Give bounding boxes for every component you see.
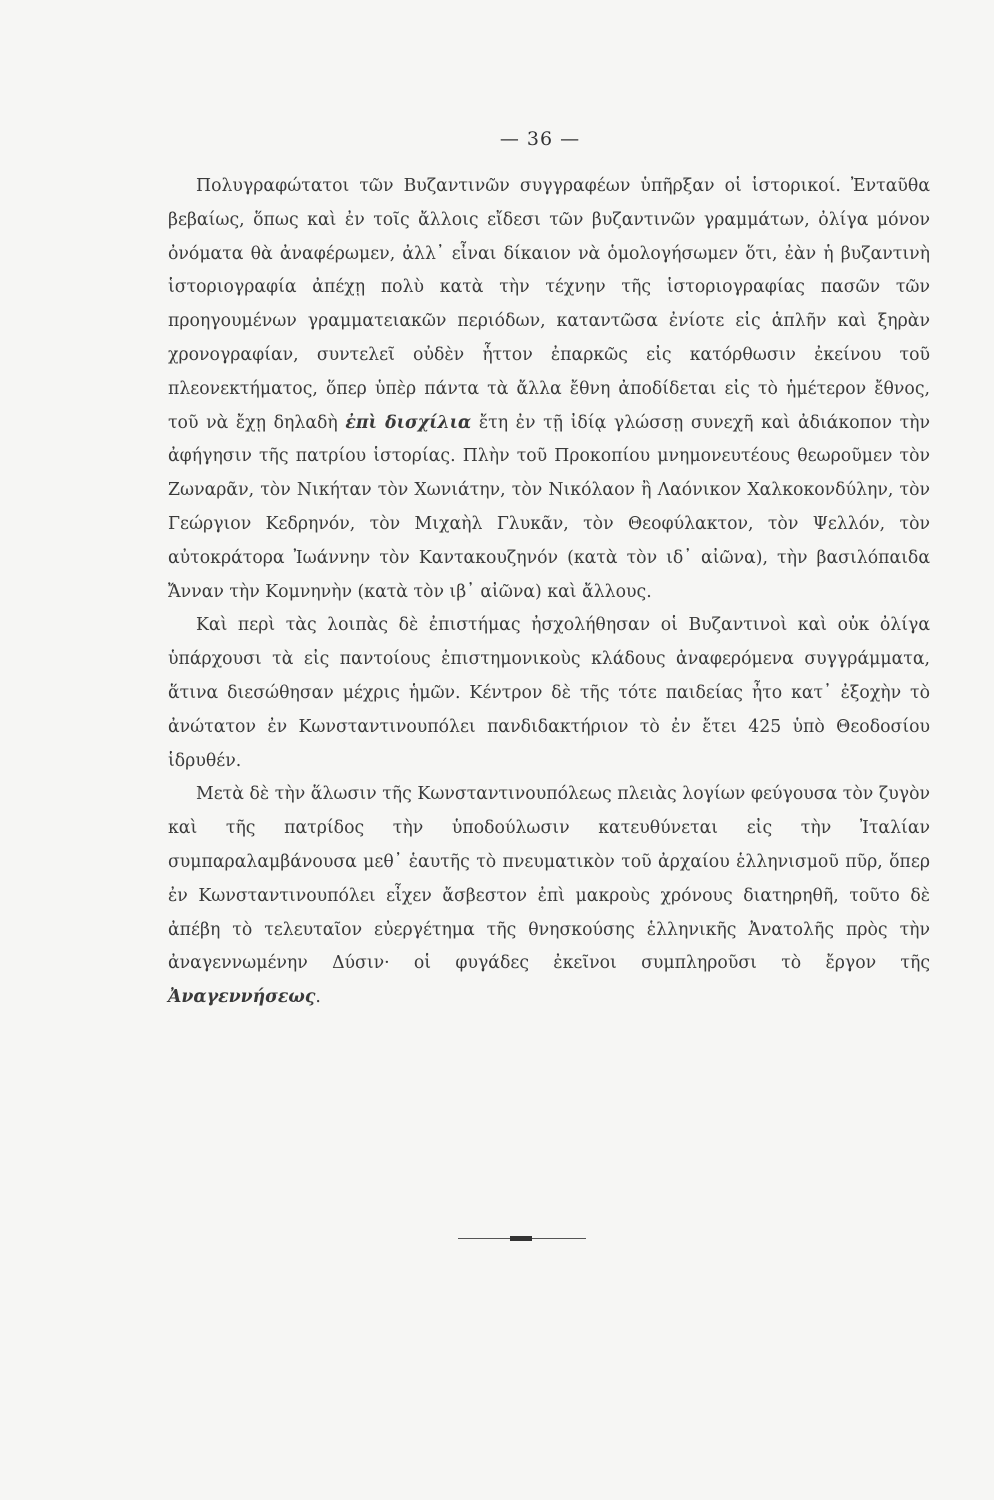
end-rule-ornament [458, 1238, 586, 1239]
paragraph-text-continued: ἔτη ἐν τῇ ἰδίᾳ γλώσσῃ συνεχῆ καὶ ἀδιάκοπον τὴν ἀφήγησιν τῆς πατρίου ἱστορίας. Πλὴν τοῦ Προκοπίου μνημονευτέους θεωροῦμεν τὸν Ζωναρᾶν, τὸν Νικήταν τὸν Χωνιάτην, τὸν Νικόλαον ἢ Λαόνικον Χαλκοκονδύλην, τὸν Γεώργιον Κεδρηνόν, τὸν Μιχαὴλ Γλυκᾶν, τὸν Θεοφύλακτον, τὸν Ψελλόν, τὸν αὐτοκράτορα Ἰωάννην τὸν Καντακουζηνόν (κατὰ τὸν ιδ᾽ αἰῶνα), τὴν βασιλόπαιδα Ἄνναν τὴν Κομνηνὴν (κατὰ τὸν ιβ᾽ αἰῶνα) καὶ ἄλλους. [168, 412, 930, 602]
paragraph-text: Καὶ περὶ τὰς λοιπὰς δὲ ἐπιστήμας ἠσχολήθησαν οἱ Βυζαντινοὶ καὶ οὐκ ὀλίγα ὑπάρχουσι τὰ εἰς παντοίους ἐπιστημονικοὺς κλάδους ἀναφερόμενα συγγράμματα, ἅτινα διεσώθησαν μέχρις ἡμῶν. Κέντρον δὲ τῆς τότε παιδείας ἦτο κατ᾽ ἐξοχὴν τὸ ἀνώτατον ἐν Κωνσταντινουπόλει πανδιδακτήριον τὸ ἐν ἔτει 425 ὑπὸ Θεοδοσίου ἱδρυθέν. [168, 615, 930, 771]
paragraph-text-continued: . [315, 987, 321, 1008]
paragraph-renaissance [168, 778, 930, 1015]
paragraph-sciences [168, 609, 930, 778]
body-text [168, 170, 930, 1015]
page-number: — 36 — [499, 128, 581, 150]
paragraph-text: Μετὰ δὲ τὴν ἅλωσιν τῆς Κωνσταντινουπόλεως πλειὰς λογίων φεύγουσα τὸν ζυγὸν καὶ τῆς πατρίδος τὴν ὑποδούλωσιν κατευθύνεται εἰς τὴν Ἰταλίαν συμπαραλαμβάνουσα μεθ᾽ ἑαυτῆς τὸ πνευματικὸν τοῦ ἀρχαίου ἑλληνισμοῦ πῦρ, ὅπερ ἐν Κωνσταντινουπόλει εἶχεν ἄσβεστον ἐπὶ μακροὺς χρόνους διατηρηθῆ, τοῦτο δὲ ἀπέβη τὸ τελευταῖον εὐεργέτημα τῆς θνησκούσης ἑλληνικῆς Ἀνατολῆς πρὸς τὴν ἀναγεννωμένην Δύσιν· οἱ φυγάδες ἐκεῖνοι συμπληροῦσι τὸ ἔργον τῆς [168, 784, 930, 974]
emphasis-text: ἐπὶ δισχίλια [345, 412, 472, 433]
emphasis-text: Ἀναγεννήσεως [168, 987, 316, 1008]
paragraph-historians [168, 170, 930, 609]
paragraph-text: Πολυγραφώτατοι τῶν Βυζαντινῶν συγγραφέων ὑπῆρξαν οἱ ἱστορικοί. Ἐνταῦθα βεβαίως, ὅπως καὶ ἐν τοῖς ἄλλοις εἴδεσι τῶν βυζαντινῶν γραμμάτων, ὀλίγα μόνον ὀνόματα θὰ ἀναφέρωμεν, ἀλλ᾽ εἶναι δίκαιον νὰ ὁμολογήσωμεν ὅτι, ἐὰν ἡ βυζαντινὴ ἱστοριογραφία ἀπέχῃ πολὺ κατὰ τὴν τέχνην τῆς ἱστοριογραφίας πασῶν τῶν προηγουμένων γραμματειακῶν περιόδων, καταντῶσα ἐνίοτε εἰς ἁπλῆν καὶ ξηρὰν χρονογραφίαν, συντελεῖ οὐδὲν ἧττον ἐπαρκῶς εἰς κατόρθωσιν ἐκείνου τοῦ πλεονεκτήματος, ὅπερ ὑπὲρ πάντα τὰ ἄλλα ἔθνη ἀποδίδεται εἰς τὸ ἡμέτερον ἔθνος, τοῦ νὰ ἔχῃ δηλαδὴ [168, 176, 930, 433]
end-rule-mark [510, 1236, 532, 1241]
